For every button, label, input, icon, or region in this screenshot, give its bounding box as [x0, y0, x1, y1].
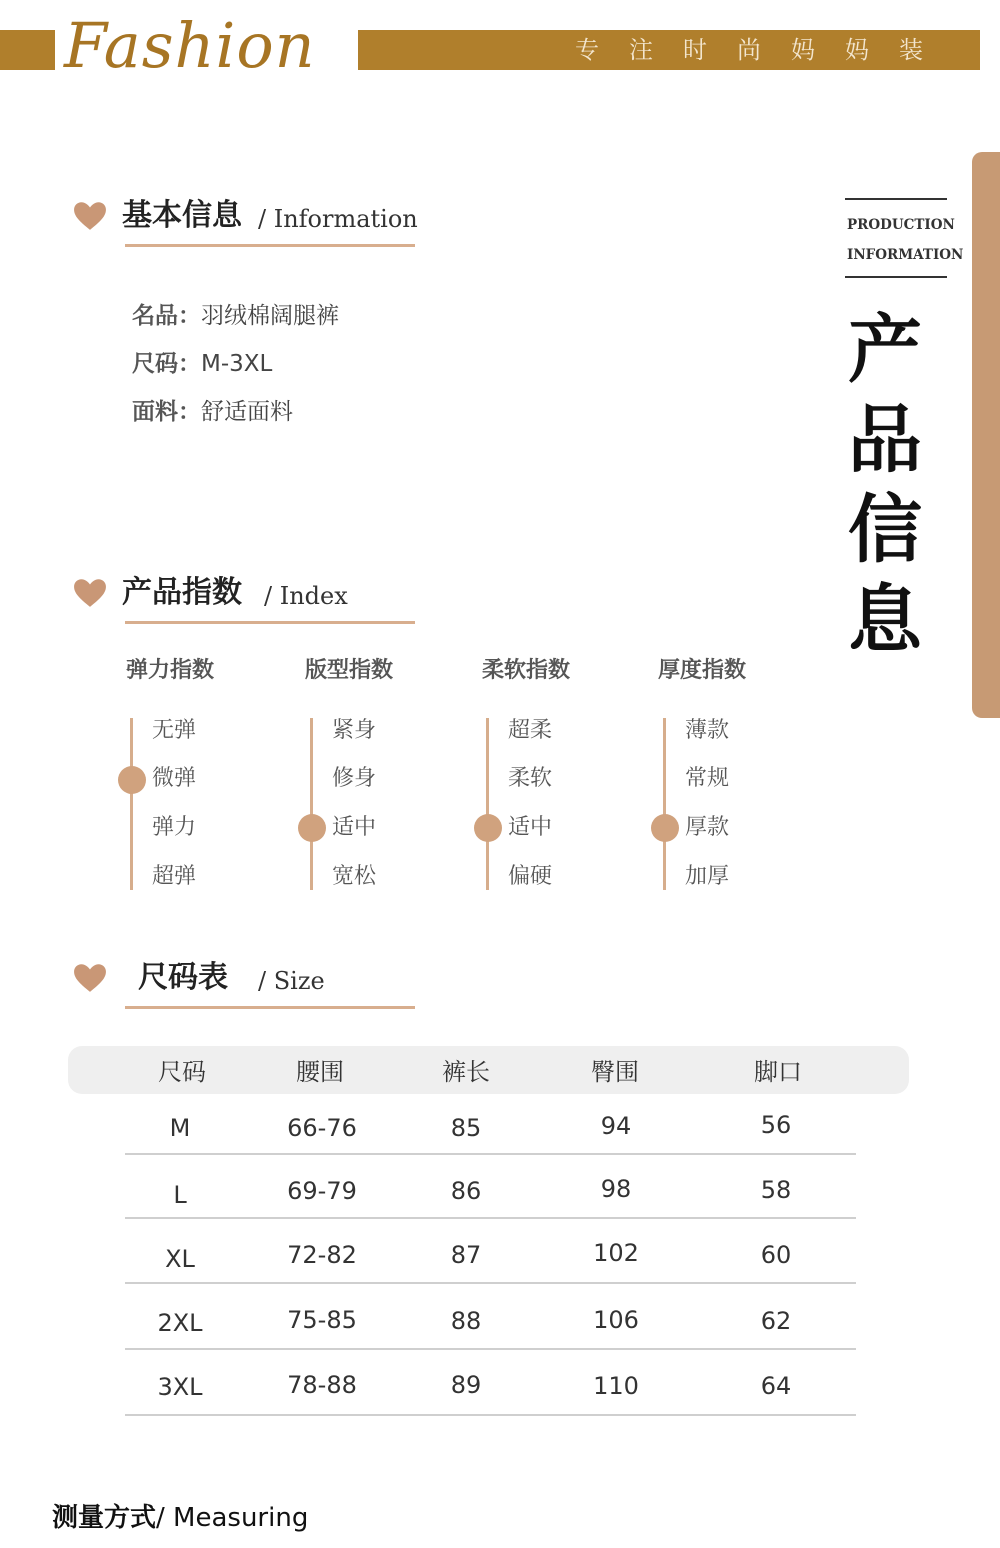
index-option: 薄款	[685, 718, 730, 743]
side-en-line2: INFORMATION	[847, 247, 964, 263]
index-option: 弹力	[152, 815, 197, 840]
table-row-divider	[125, 1282, 856, 1284]
heart-icon	[73, 201, 107, 231]
size-cell: 102	[593, 1239, 639, 1267]
table-row-divider	[125, 1348, 856, 1350]
size-title: 尺码表	[138, 960, 228, 995]
index-group-title: 弹力指数	[126, 658, 215, 683]
size-cell: 86	[450, 1177, 482, 1205]
side-cn-char: 品	[848, 397, 922, 483]
size-cell: 110	[593, 1372, 639, 1400]
index-selected-dot	[651, 814, 679, 842]
index-option: 柔软	[508, 766, 553, 791]
size-subtitle: / Size	[258, 967, 325, 995]
size-cell: 78-88	[287, 1371, 357, 1399]
index-option: 宽松	[332, 864, 377, 889]
size-table-col-header: 臀围	[591, 1058, 639, 1086]
size-cell: 2XL	[157, 1309, 203, 1337]
size-cell: 72-82	[287, 1241, 357, 1269]
basic-info-title: 基本信息	[122, 198, 242, 233]
size-cell: 62	[760, 1307, 792, 1335]
index-group-title: 版型指数	[305, 658, 394, 683]
index-option: 适中	[508, 815, 553, 840]
measuring-heading	[52, 1498, 308, 1538]
table-row-divider	[125, 1217, 856, 1219]
size-cell: 89	[450, 1371, 482, 1399]
index-underline	[125, 621, 415, 624]
size-cell: 87	[450, 1241, 482, 1269]
heart-icon	[73, 578, 107, 608]
side-cn-char: 信	[848, 487, 922, 573]
size-cell: 60	[760, 1241, 792, 1269]
size-cell: L	[173, 1181, 187, 1209]
index-option: 适中	[332, 815, 377, 840]
index-track	[486, 718, 489, 890]
measuring-title: 测量方式	[52, 1503, 157, 1533]
index-option: 超弹	[152, 864, 197, 889]
header-bar-left	[0, 30, 55, 70]
index-option: 偏硬	[508, 864, 553, 889]
size-cell: XL	[165, 1245, 195, 1273]
info-label: 面料：	[132, 399, 201, 425]
side-cn-char: 产	[848, 307, 922, 393]
size-cell: 58	[760, 1176, 792, 1204]
measuring-subtitle: / Measuring	[156, 1503, 309, 1533]
size-cell: 85	[450, 1114, 482, 1142]
index-option: 无弹	[152, 718, 197, 743]
table-row-divider	[125, 1153, 856, 1155]
size-table-col-header: 脚口	[754, 1058, 802, 1086]
size-cell: 75-85	[287, 1306, 357, 1334]
basic-info-underline	[125, 244, 415, 247]
index-selected-dot	[298, 814, 326, 842]
index-title: 产品指数	[122, 575, 242, 610]
index-option: 厚款	[685, 815, 730, 840]
index-selected-dot	[118, 766, 146, 794]
index-selected-dot	[474, 814, 502, 842]
size-cell: 66-76	[287, 1114, 357, 1142]
size-underline	[125, 1006, 415, 1009]
info-label: 名品：	[132, 303, 201, 329]
size-cell: 98	[600, 1175, 632, 1203]
side-en-line1: PRODUCTION	[847, 217, 955, 233]
index-group-title: 厚度指数	[658, 658, 747, 683]
heart-icon	[73, 963, 107, 993]
info-row-name	[132, 298, 339, 334]
size-cell: 3XL	[157, 1373, 203, 1401]
side-divider-bottom	[845, 276, 947, 278]
index-option: 紧身	[332, 718, 377, 743]
index-subtitle: / Index	[264, 582, 348, 610]
size-table-col-header: 裤长	[442, 1058, 490, 1086]
side-cn-char: 息	[848, 577, 922, 663]
size-cell: 56	[760, 1111, 792, 1139]
size-table-col-header: 尺码	[158, 1058, 206, 1086]
info-value: M-3XL	[201, 351, 273, 377]
index-option: 微弹	[152, 766, 197, 791]
size-cell: 64	[760, 1372, 792, 1400]
index-track	[130, 718, 133, 890]
index-option: 修身	[332, 766, 377, 791]
side-divider-top	[845, 198, 947, 200]
size-cell: 94	[600, 1112, 632, 1140]
size-table-col-header: 腰围	[296, 1058, 344, 1086]
index-option: 超柔	[508, 718, 553, 743]
index-option: 常规	[685, 766, 730, 791]
info-row-fabric	[132, 394, 293, 430]
brand-logo: Fashion	[64, 9, 316, 82]
info-row-size	[132, 346, 272, 382]
index-track	[663, 718, 666, 890]
size-cell: 106	[593, 1306, 639, 1334]
index-group-title: 柔软指数	[482, 658, 571, 683]
table-row-divider	[125, 1414, 856, 1416]
info-value: 羽绒棉阔腿裤	[201, 303, 339, 329]
index-option: 加厚	[685, 864, 730, 889]
header-tagline: 专注时尚妈妈装	[575, 36, 953, 64]
side-rail	[972, 152, 1000, 718]
index-track	[310, 718, 313, 890]
basic-info-subtitle: / Information	[258, 205, 418, 233]
size-cell: 69-79	[287, 1177, 357, 1205]
info-value: 舒适面料	[201, 399, 293, 425]
info-label: 尺码：	[132, 351, 201, 377]
size-cell: 88	[450, 1307, 482, 1335]
size-cell: M	[169, 1114, 191, 1142]
